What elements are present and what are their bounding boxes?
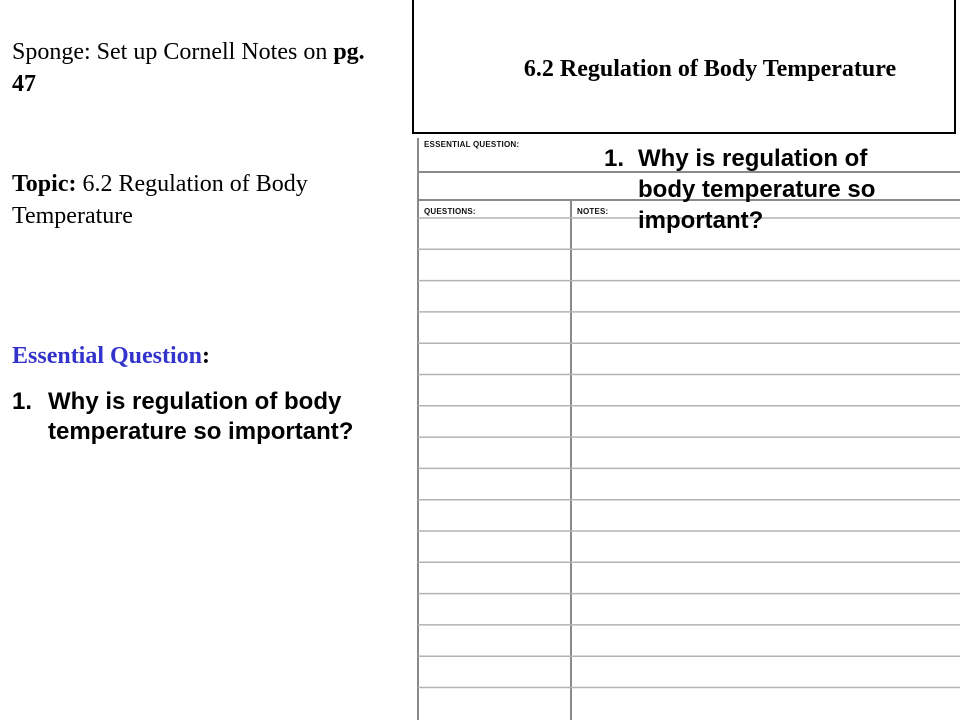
sponge-instructions	[12, 36, 372, 100]
sheet-question-text: Why is regulation of body temperature so important?	[638, 145, 876, 234]
title-box	[412, 0, 956, 134]
essential-question-label: ESSENTIAL QUESTION:	[424, 140, 520, 149]
topic-text: 6.2 Regulation of Body Temperature	[12, 171, 308, 229]
sponge-prefix: Sponge: Set up Cornell Notes on	[12, 39, 334, 65]
essential-question-label: Essential Question	[12, 343, 203, 369]
slide-title: 6.2 Regulation of Body Temperature	[523, 56, 897, 82]
topic-line	[12, 168, 372, 232]
sponge-page: pg. 47	[12, 39, 365, 97]
ruled-lines	[418, 218, 960, 688]
topic-label: Topic:	[12, 171, 77, 197]
essential-question-heading	[12, 340, 210, 372]
question-number: 1.	[12, 388, 33, 415]
questions-column-label: QUESTIONS:	[424, 207, 476, 216]
notes-column-label: NOTES:	[577, 207, 609, 216]
essential-question-colon: :	[202, 343, 211, 369]
question-text: Why is regulation of body temperature so important?	[48, 388, 354, 445]
sheet-essential-question	[604, 143, 924, 236]
sheet-question-number: 1.	[604, 145, 625, 172]
left-essential-question	[12, 387, 372, 447]
